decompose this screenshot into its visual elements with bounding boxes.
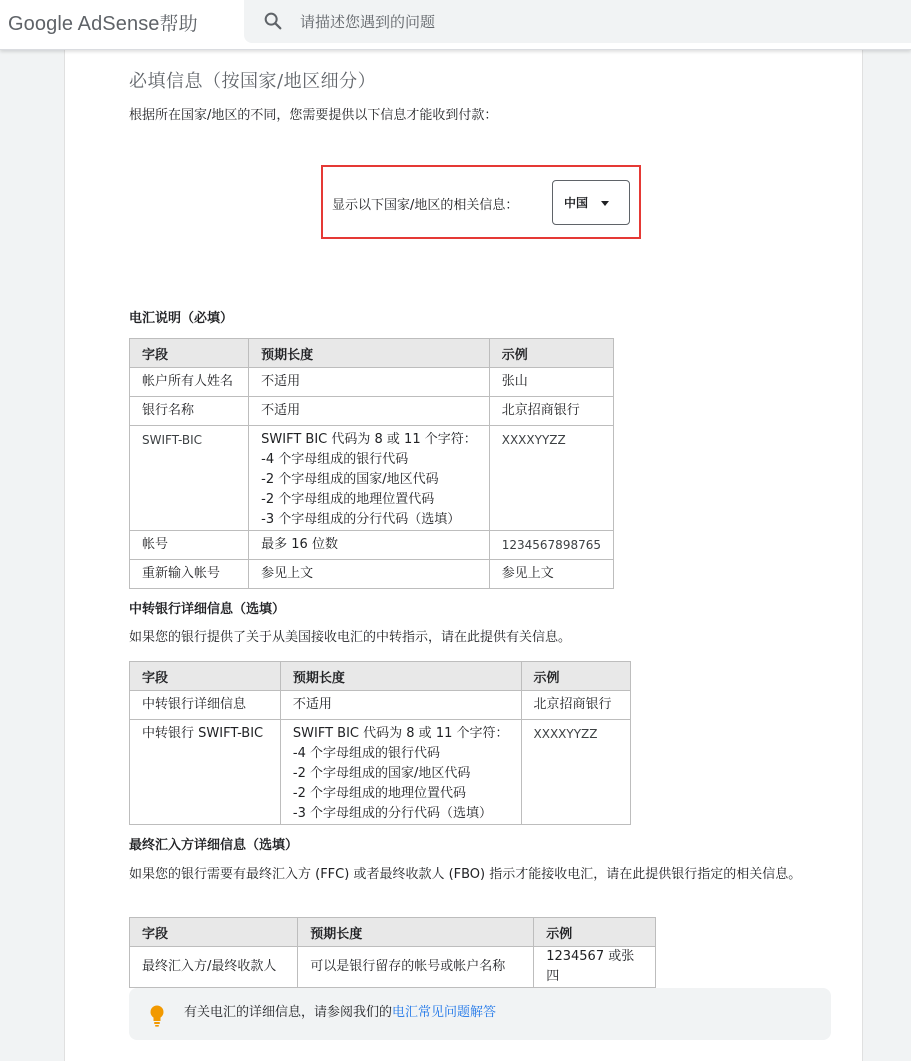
country-dropdown-value: 中国 xyxy=(564,196,589,210)
intermediary-section-title: 中转银行详细信息（选填） xyxy=(129,602,286,617)
field-cell: 中转银行详细信息 xyxy=(130,691,281,720)
table-row xyxy=(130,531,614,560)
field-cell: 中转银行 SWIFT-BIC xyxy=(130,720,281,825)
section-heading: 必填信息（按国家/地区细分） xyxy=(129,71,377,92)
field-cell: 帐户所有人姓名 xyxy=(130,368,249,397)
search-input[interactable] xyxy=(300,0,860,43)
length-line: 可以是银行留存的帐号或帐户名称 xyxy=(310,959,506,974)
top-bar xyxy=(0,0,911,50)
column-header: 示例 xyxy=(521,662,631,691)
intro-text: 根据所在国家/地区的不同，您需要提供以下信息才能收到付款： xyxy=(129,108,498,123)
length-line: -2 个字母组成的地理位置代码 xyxy=(292,786,467,801)
length-cell xyxy=(280,720,521,825)
length-line: 参见上文 xyxy=(261,566,314,581)
field-cell: SWIFT-BIC xyxy=(130,426,249,531)
example-cell: 1234567898765 xyxy=(489,531,613,560)
brand-name: Google AdSense xyxy=(8,13,160,35)
table-header-row xyxy=(130,662,631,691)
length-line: -3 个字母组成的分行代码（选填） xyxy=(292,806,493,821)
length-line: 不适用 xyxy=(292,697,332,712)
length-line: SWIFT BIC 代码为 8 或 11 个字符： xyxy=(261,432,477,447)
example-cell: 北京招商银行 xyxy=(489,397,613,426)
wire-section-title: 电汇说明（必填） xyxy=(129,311,234,326)
length-line: -2 个字母组成的国家/地区代码 xyxy=(292,766,471,781)
length-cell xyxy=(280,691,521,720)
table-row xyxy=(130,397,614,426)
column-header: 字段 xyxy=(130,918,298,947)
length-line: 最多 16 位数 xyxy=(261,537,338,552)
table-header-row xyxy=(130,339,614,368)
search-icon[interactable] xyxy=(262,10,284,32)
callout-text xyxy=(184,1001,496,1020)
callout-body: 有关电汇的详细信息，请参阅我们的 xyxy=(184,1005,393,1020)
field-cell: 银行名称 xyxy=(130,397,249,426)
column-header: 示例 xyxy=(534,918,656,947)
example-cell: 北京招商银行 xyxy=(521,691,631,720)
length-line: -2 个字母组成的地理位置代码 xyxy=(261,492,435,507)
table-row xyxy=(130,560,614,589)
length-line: 不适用 xyxy=(261,374,301,389)
length-line: -4 个字母组成的银行代码 xyxy=(261,452,409,467)
length-line: -3 个字母组成的分行代码（选填） xyxy=(261,512,461,527)
column-header: 示例 xyxy=(489,339,613,368)
table-row xyxy=(130,368,614,397)
length-cell xyxy=(249,368,490,397)
intermediary-description: 如果您的银行提供了关于从美国接收电汇的中转指示，请在此提供有关信息。 xyxy=(129,630,572,645)
table-header-row xyxy=(130,918,656,947)
length-cell xyxy=(249,560,490,589)
length-cell xyxy=(249,531,490,560)
length-line: -2 个字母组成的国家/地区代码 xyxy=(261,472,439,487)
table-row xyxy=(130,720,631,825)
length-cell xyxy=(249,397,490,426)
final-description: 如果您的银行需要有最终汇入方 (FFC) 或者最终收款人 (FBO) 指示才能接收电汇，请在此提供银行指定的相关信息。 xyxy=(129,867,802,882)
example-cell: XXXXYYZZ xyxy=(489,426,613,531)
article-page xyxy=(64,50,863,1061)
example-cell: 1234567 或张四 xyxy=(534,947,656,988)
country-selector-panel xyxy=(321,165,641,239)
example-cell: 参见上文 xyxy=(489,560,613,589)
search-bar xyxy=(244,0,911,43)
table-row xyxy=(130,426,614,531)
length-cell xyxy=(298,947,534,988)
wire-faq-link[interactable]: 电汇常见问题解答 xyxy=(392,1005,497,1020)
wire-table xyxy=(129,338,614,589)
length-line: SWIFT BIC 代码为 8 或 11 个字符： xyxy=(292,726,509,741)
table-row xyxy=(130,947,656,988)
column-header: 预期长度 xyxy=(298,918,534,947)
country-dropdown[interactable] xyxy=(552,180,630,225)
lightbulb-icon xyxy=(149,1005,165,1027)
final-section-title: 最终汇入方详细信息（选填） xyxy=(129,838,299,853)
field-cell: 最终汇入方/最终收款人 xyxy=(130,947,298,988)
column-header: 预期长度 xyxy=(249,339,490,368)
length-line: -4 个字母组成的银行代码 xyxy=(292,746,441,761)
example-cell: XXXXYYZZ xyxy=(521,720,631,825)
info-callout xyxy=(129,988,831,1040)
field-cell: 重新输入帐号 xyxy=(130,560,249,589)
length-line: 不适用 xyxy=(261,403,301,418)
brand-suffix: 帮助 xyxy=(159,13,198,35)
final-table xyxy=(129,917,656,988)
caret-down-icon xyxy=(601,201,609,206)
table-row xyxy=(130,691,631,720)
example-cell: 张山 xyxy=(489,368,613,397)
column-header: 字段 xyxy=(130,339,249,368)
brand-logo[interactable] xyxy=(8,9,198,36)
country-selector-label: 显示以下国家/地区的相关信息： xyxy=(332,198,519,213)
length-cell xyxy=(249,426,490,531)
field-cell: 帐号 xyxy=(130,531,249,560)
column-header: 字段 xyxy=(130,662,281,691)
intermediary-table xyxy=(129,661,631,825)
column-header: 预期长度 xyxy=(280,662,521,691)
